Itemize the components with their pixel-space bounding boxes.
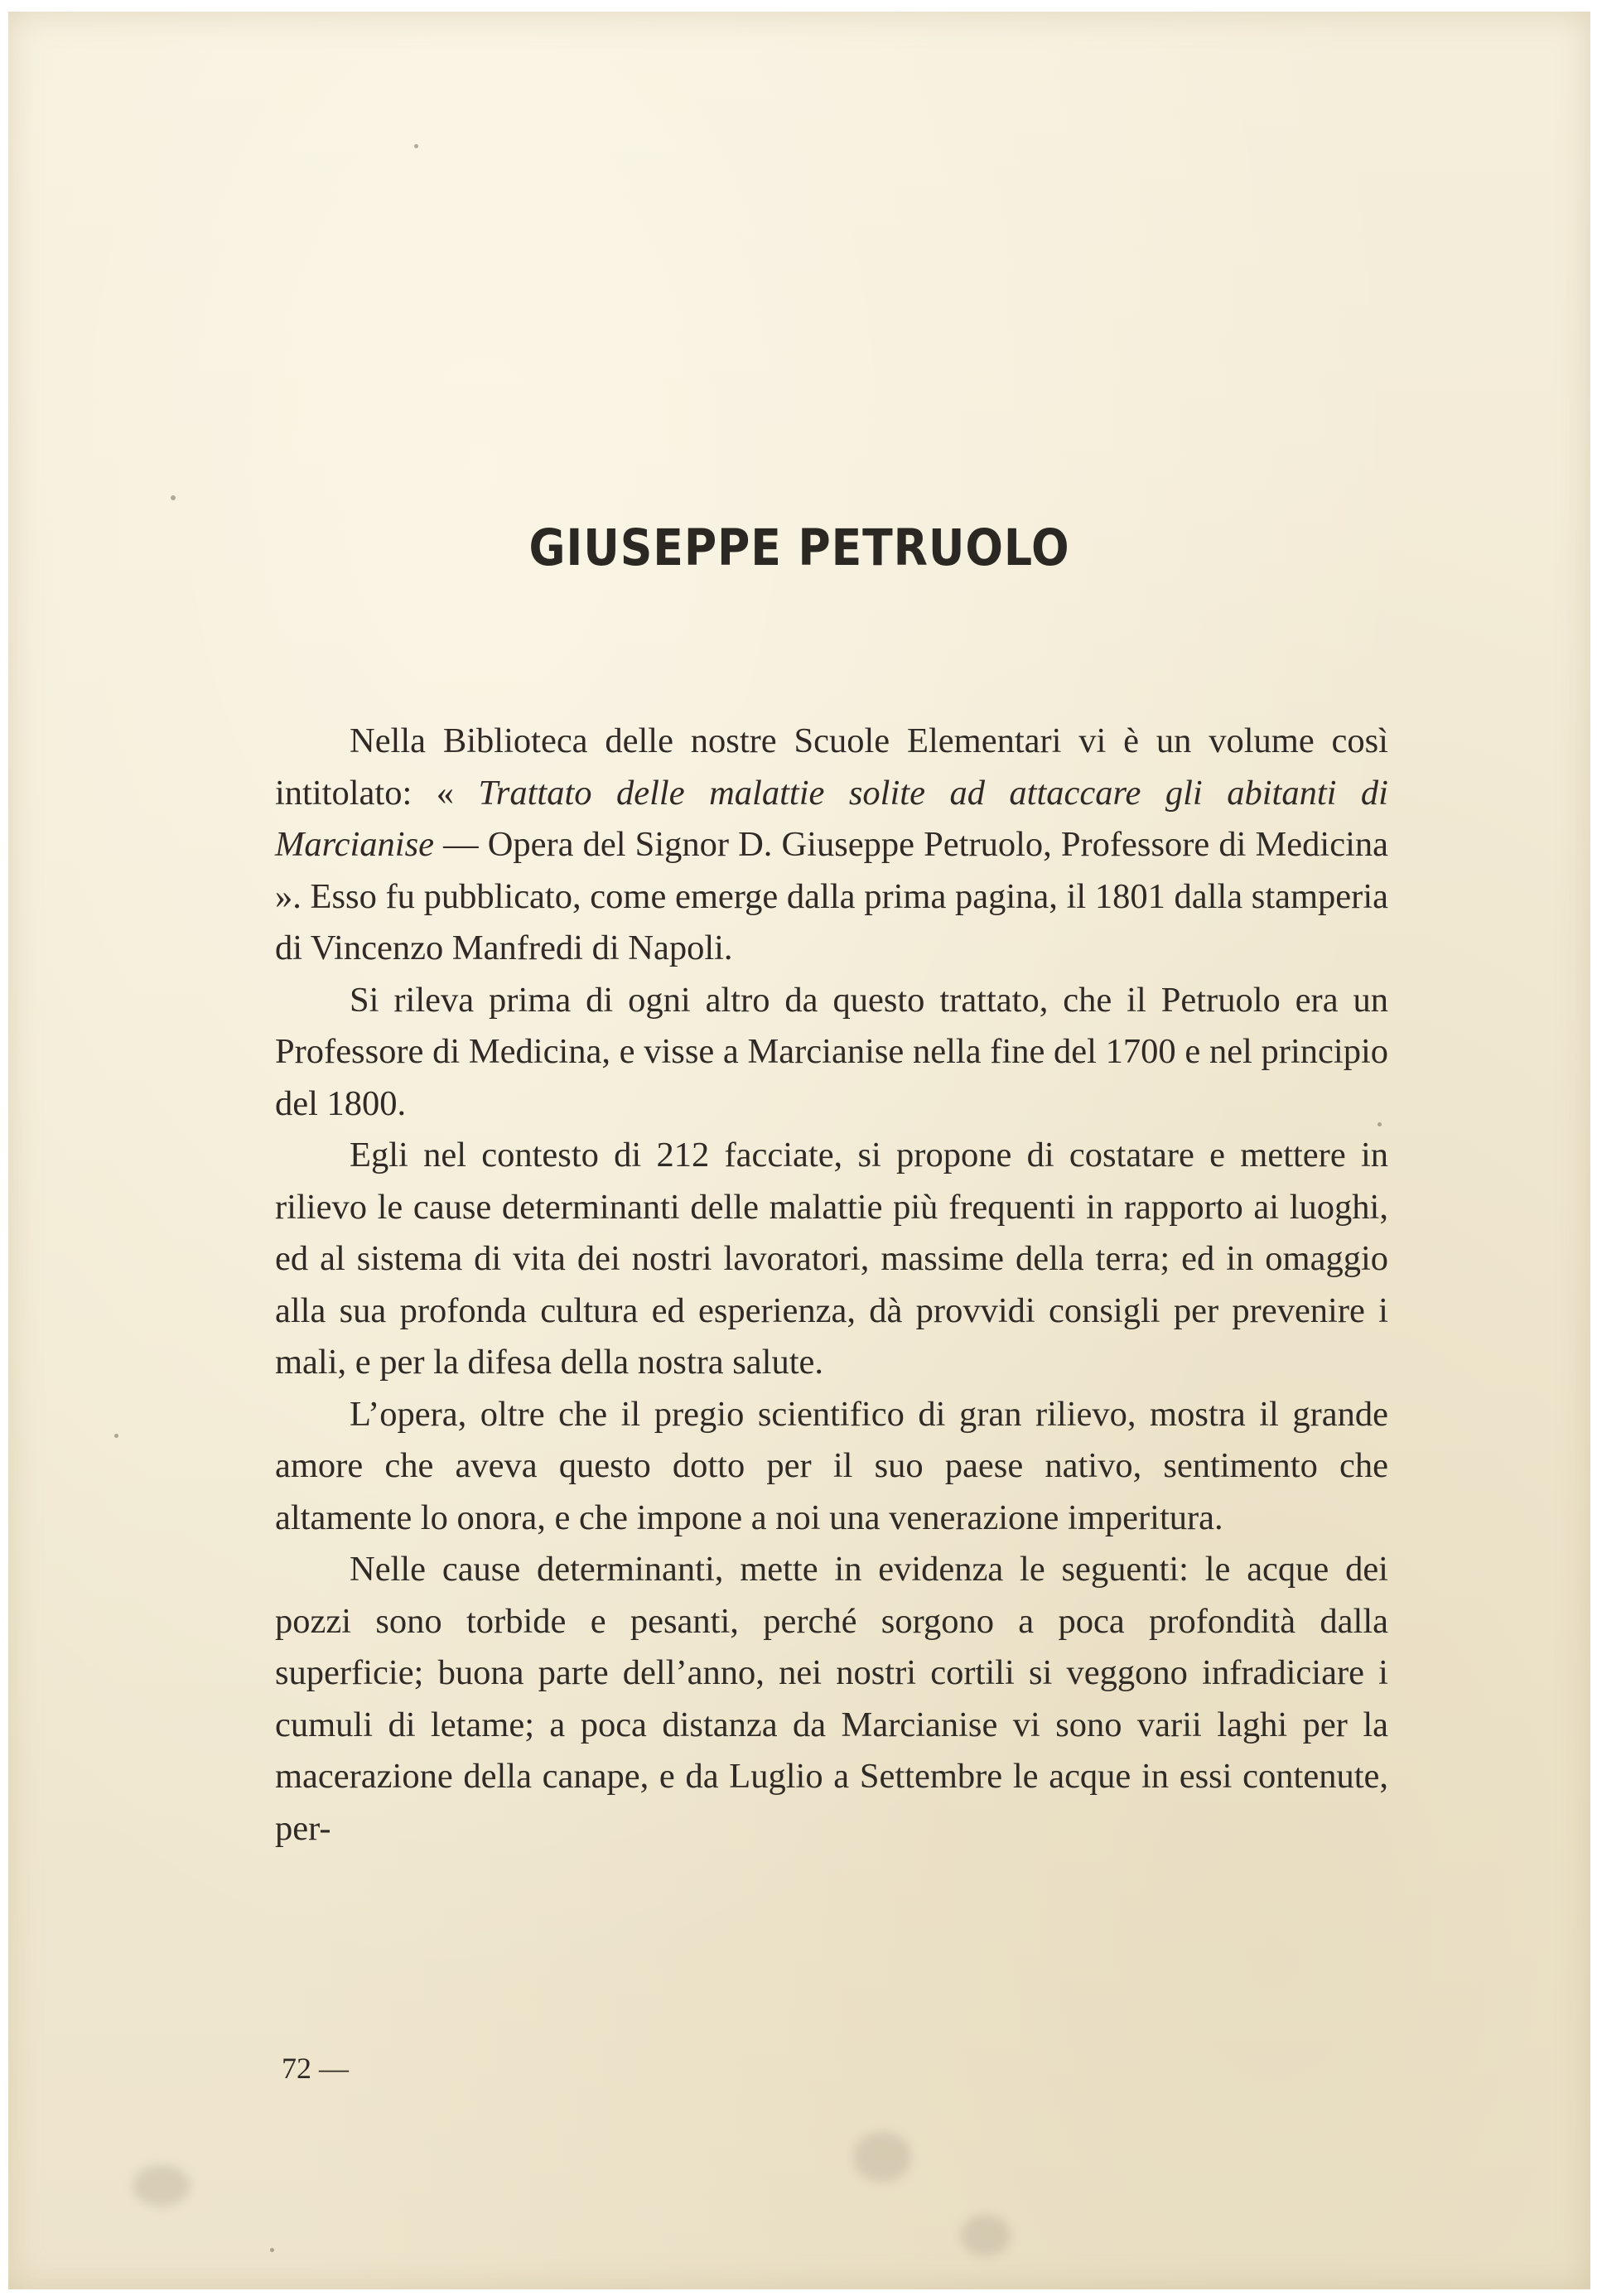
- page-title: GIUSEPPE PETRUOLO: [528, 519, 1070, 577]
- paragraph-3: Egli nel contesto di 212 facciate, si propone di costatare e mettere in rilievo le cause determinanti delle malattie più frequenti in rapporto ai luoghi, ed al sistema di vita dei nostri lavoratori, massime della terra; ed in omaggio alla sua profonda cultura ed esperienza, dà provvidi consigli per prevenire i mali, e per la difesa della nostra salute.: [275, 1136, 1388, 1382]
- paper-smudge: [853, 2132, 911, 2182]
- paragraph-2: Si rileva prima di ogni altro da questo trattato, che il Petruolo era un Professore di Medicina, e visse a Marcianise nella fine del 1700 e nel principio del 1800.: [275, 980, 1388, 1123]
- paragraph-1-pre: Nella Biblioteca delle nostre Scuole Elementari vi è un volume così intitolato: «: [275, 721, 1388, 813]
- article-body: [275, 716, 1388, 1855]
- paper-speck: [171, 495, 176, 500]
- book-title-italic: Trattato delle malattie solite ad attaccare gli abitanti di Marcianise: [275, 773, 1388, 864]
- paragraph-1-post: — Opera del Signor D. Giuseppe Petruolo, Professore di Medicina ». Esso fu pubblicato, come emerge dalla prima pagina, il 1801 dalla stamperia di Vincenzo Manfredi di Napoli.: [275, 825, 1388, 967]
- paragraph-5: Nelle cause determinanti, mette in evidenza le seguenti: le acque dei pozzi sono torbide e pesanti, perché sorgono a poca profondità dalla superficie; buona parte dell’anno, nei nostri cortili si veggono infradiciare i cumuli di letame; a poca distanza da Marcianise vi sono varii laghi per la macerazione della canape, e da Luglio a Settembre le acque in essi contenute, per-: [275, 1550, 1388, 1848]
- paper-speck: [114, 1434, 118, 1438]
- paragraph-1: [275, 716, 1388, 975]
- paper-smudge: [961, 2215, 1011, 2256]
- paper-speck: [1377, 1122, 1382, 1126]
- show-through-text: [273, 169, 1408, 765]
- document-page: [8, 12, 1590, 2289]
- paragraph-4: L’opera, oltre che il pregio scientifico di gran rilievo, mostra il grande amore che aveva questo dotto per il suo paese nativo, sentimento che altamente lo onora, e che impone a noi una venerazione imperitura.: [275, 1394, 1388, 1537]
- paper-speck: [270, 2248, 274, 2252]
- paper-smudge: [133, 2165, 191, 2207]
- page-number: 72 —: [282, 2052, 349, 2085]
- paper-speck: [414, 144, 418, 148]
